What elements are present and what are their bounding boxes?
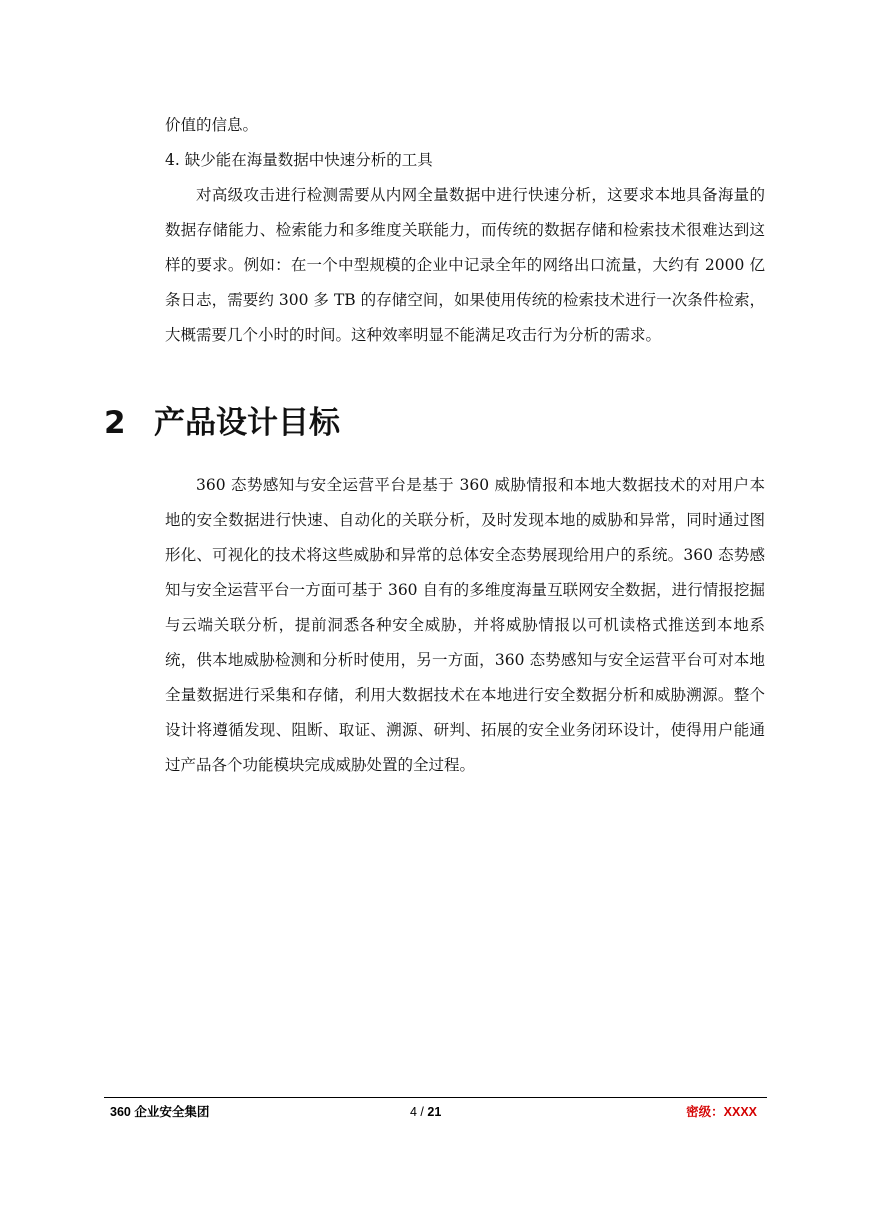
section-title: 产品设计目标 — [154, 405, 340, 441]
section1-content — [165, 108, 765, 353]
section-heading — [104, 398, 340, 448]
footer-classification: 密级：XXXX — [686, 1105, 757, 1119]
footer-divider — [104, 1097, 767, 1098]
list-item-4-title: 4. 缺少能在海量数据中快速分析的工具 — [165, 151, 433, 169]
section2-body: 360 态势感知与安全运营平台是基于 360 威胁情报和本地大数据技术的对用户本地的安全数据进行快速、自动化的关联分析，及时发现本地的威胁和异常，同时通过图形化、可视化的技术将这些威胁和异常的总体安全态势展现给用户的系统。360 态势感知与安全运营平台一方面可基于 360 自有的多维度海量互联网安全数据，进行情报挖掘与云端关联分析，提前洞悉各种安全威胁，并将威胁情报以可机读格式推送到本地系统，供本地威胁检测和分析时使用，另一方面，360 态势感知与安全运营平台可对本地全量数据进行采集和存储，利用大数据技术在本地进行安全数据分析和威胁溯源。整个设计将遵循发现、阻断、取证、溯源、研判、拓展的安全业务闭环设计，使得用户能通过产品各个功能模块完成威胁处置的全过程。 — [165, 476, 765, 774]
page-separator: / — [416, 1105, 428, 1119]
continuation-paragraph: 价值的信息。 — [165, 116, 259, 134]
page-current: 4 — [410, 1105, 417, 1119]
footer-page-number — [410, 1103, 441, 1121]
page-total: 21 — [427, 1105, 442, 1119]
section-number: 2 — [104, 405, 126, 441]
footer-company: 360 企业安全集团 — [110, 1105, 210, 1119]
list-item-4-body: 对高级攻击进行检测需要从内网全量数据中进行快速分析，这要求本地具备海量的数据存储能力、检索能力和多维度关联能力，而传统的数据存储和检索技术很难达到这样的要求。例如：在一个中型规模的企业中记录全年的网络出口流量，大约有 2000 亿条日志，需要约 300 多 TB 的存储空间，如果使用传统的检索技术进行一次条件检索，大概需要几个小时的时间。这种效率明显不能满足攻击行为分析的需求。 — [165, 186, 765, 344]
section2-content — [165, 468, 765, 783]
